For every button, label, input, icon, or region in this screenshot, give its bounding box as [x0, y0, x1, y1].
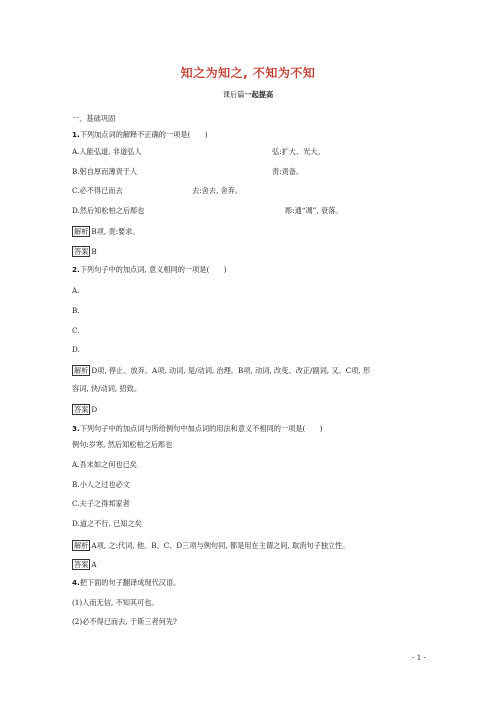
q1-answer-label: 答案	[74, 247, 89, 256]
q3-analysis-text: A项, 之:代词, 他。B、C、D三项与例句同, 都是用在主谓之间, 取消句子独立性。	[91, 541, 350, 550]
q1-analysis-label: 解析	[74, 227, 89, 236]
document-subtitle	[0, 90, 496, 100]
q2-analysis-cont: 容词, 快/动词, 招致。	[72, 384, 142, 393]
q3-option-a: A.吾末如之何也已矣	[72, 460, 137, 469]
section-heading: 一、基础巩固	[72, 114, 116, 123]
q2-analysis-text-1: D项, 停止、放弃。A项, 动词, 是/动词, 治理。B项, 动词, 改变、改正/副词, 又。C项, 形	[91, 366, 371, 375]
q1-option-b	[72, 167, 412, 177]
q3-example: 例句:岁寒, 然后知松柏之后彫也	[72, 440, 173, 449]
q4-number: 4.	[72, 578, 80, 587]
q1-stem-line	[72, 130, 208, 140]
q1-option-d	[72, 206, 412, 216]
q1-number: 1.	[72, 130, 80, 139]
q1-option-d-gloss: 彫:通“凋”, 衰落。	[285, 206, 343, 215]
q2-option-b: B.	[72, 306, 80, 315]
q2-analysis	[72, 365, 370, 376]
subtitle-prefix: 课后篇	[222, 90, 245, 99]
q2-answer-text: D	[91, 405, 98, 414]
q3-answer	[72, 559, 97, 570]
q1-answer	[72, 246, 97, 257]
q2-option-a: A.	[72, 286, 80, 295]
q3-stem-line	[72, 424, 323, 434]
q1-option-a-gloss: 弘:扩大、光大。	[272, 147, 325, 156]
q1-option-c-gloss: 去:舍去, 舍弃。	[192, 186, 243, 195]
q1-option-c-text: C.必不得已而去	[72, 186, 123, 195]
q3-option-b: B.小人之过也必文	[72, 480, 130, 489]
q4-stem: 把下面的句子翻译成现代汉语。	[79, 578, 181, 587]
q1-option-b-text: B.躬自厚而薄责于人	[72, 167, 138, 176]
q2-option-d: D.	[72, 345, 80, 354]
q4-stem-line	[72, 578, 180, 588]
q1-stem: 下列加点词的解释不正确的一项是( )	[79, 130, 208, 139]
q3-answer-text: A	[91, 560, 97, 569]
q3-analysis	[72, 540, 349, 551]
q2-analysis-label: 解析	[74, 366, 89, 375]
q2-answer-label: 答案	[74, 405, 89, 414]
q3-answer-label: 答案	[74, 560, 89, 569]
q1-option-c	[72, 186, 412, 196]
q3-number: 3.	[72, 424, 80, 433]
document-title: 知之为知之, 不知为不知	[180, 66, 316, 80]
q4-sentence-1: (1)人而无信, 不知其可也。	[72, 598, 159, 607]
q3-stem: 下列句子中的加点词与所给例句中加点词的用法和意义不相同的一项是( )	[79, 424, 323, 433]
q1-option-d-text: D.然后知松柏之后彫也	[72, 206, 145, 215]
page-number: - 1 -	[412, 653, 426, 662]
q2-answer	[72, 404, 97, 415]
q3-option-c: C.夫子之得邦家者	[72, 499, 130, 508]
q3-option-d: D.道之不行, 已知之矣	[72, 519, 142, 528]
q2-option-c: C.	[72, 326, 80, 335]
q1-option-a-text: A.人能弘道, 非道弘人	[72, 147, 142, 156]
q3-analysis-label: 解析	[74, 541, 89, 550]
subtitle-bold: 一起提高	[244, 90, 274, 99]
q2-stem-line	[72, 265, 226, 275]
q2-stem: 下列句子中的加点词, 意义相同的一项是( )	[79, 265, 227, 274]
q1-analysis	[72, 226, 140, 237]
q2-number: 2.	[72, 265, 80, 274]
q1-option-b-gloss: 责:责备。	[272, 167, 304, 176]
q1-option-a	[72, 147, 412, 157]
q1-answer-text: B	[91, 247, 97, 256]
q1-analysis-text: B项, 责:要求。	[91, 227, 140, 236]
q4-sentence-2: (2)必不得已而去, 于斯三者何先?	[72, 617, 177, 626]
